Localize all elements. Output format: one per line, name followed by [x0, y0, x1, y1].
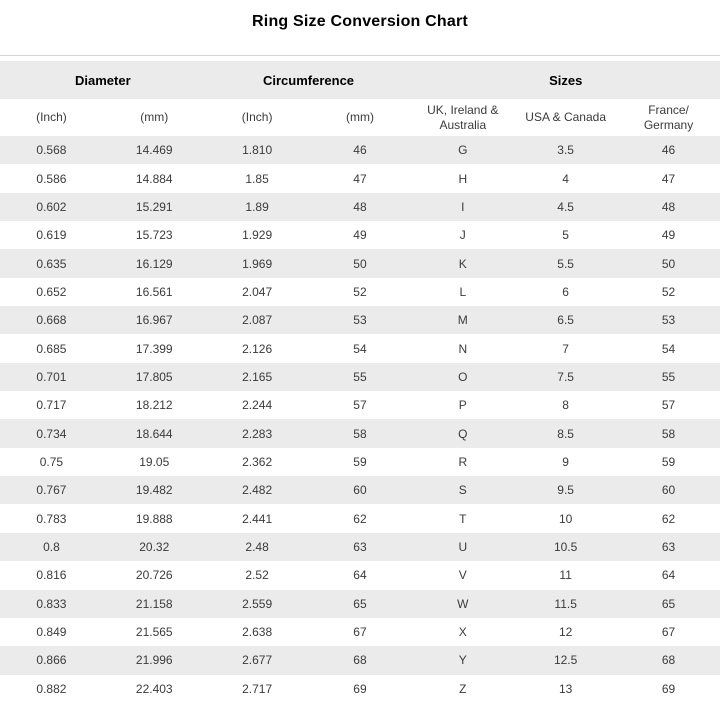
table-cell: 1.810 — [242, 143, 273, 158]
table-row — [0, 646, 720, 674]
table-cell: 2.126 — [242, 341, 273, 356]
table-cell: 59 — [661, 454, 676, 469]
table-row — [0, 136, 720, 164]
table-cell: 6.5 — [557, 313, 574, 328]
table-cell: 46 — [661, 143, 676, 158]
table-cell: 0.717 — [36, 398, 67, 413]
table-cell: 62 — [661, 511, 676, 526]
group-header-circumference: Circumference — [206, 61, 412, 99]
table-cell: 47 — [353, 171, 367, 186]
table-container — [0, 55, 720, 703]
table-cell: 1.969 — [242, 256, 273, 271]
table-cell: 0.816 — [36, 568, 67, 583]
table-cell: U — [458, 539, 468, 554]
table-cell: 21.565 — [135, 625, 173, 640]
table-cell: 64 — [353, 568, 367, 583]
column-header-usa-canada: USA & Canada — [514, 99, 617, 136]
table-cell: 12 — [558, 625, 573, 640]
table-row — [0, 561, 720, 589]
table-cell: N — [458, 341, 468, 356]
table-cell: 0.685 — [36, 341, 67, 356]
table-cell: 0.652 — [36, 284, 67, 299]
table-row — [0, 193, 720, 221]
table-cell: 17.805 — [135, 369, 173, 384]
table-cell: T — [459, 511, 467, 526]
table-cell: 2.165 — [242, 369, 273, 384]
table-cell: 49 — [661, 228, 676, 243]
table-cell: H — [458, 171, 468, 186]
table-cell: 2.047 — [242, 284, 273, 299]
table-row — [0, 590, 720, 618]
table-cell: 2.48 — [245, 539, 269, 554]
table-cell: 16.561 — [135, 284, 173, 299]
table-cell: 67 — [353, 625, 367, 640]
table-cell: P — [458, 398, 467, 413]
table-cell: 1.929 — [242, 228, 273, 243]
table-cell: 69 — [661, 681, 676, 696]
table-cell: S — [458, 483, 467, 498]
table-cell: L — [459, 284, 467, 299]
table-row — [0, 618, 720, 646]
table-cell: 8 — [562, 398, 569, 413]
table-cell: 0.668 — [36, 313, 67, 328]
table-cell: 21.158 — [135, 596, 173, 611]
table-cell: 17.399 — [135, 341, 173, 356]
table-cell: 4.5 — [557, 199, 574, 214]
table-cell: K — [458, 256, 467, 271]
table-cell: 21.996 — [135, 653, 173, 668]
group-header-sizes: Sizes — [411, 61, 720, 99]
table-cell: 20.726 — [135, 568, 173, 583]
table-cell: 60 — [353, 483, 367, 498]
table-row — [0, 476, 720, 504]
table-cell: 2.244 — [242, 398, 273, 413]
table-cell: 22.403 — [135, 681, 173, 696]
column-header-france-germany: France/ Germany — [617, 99, 720, 136]
table-cell: 55 — [661, 369, 676, 384]
table-cell: Y — [458, 653, 467, 668]
table-cell: 16.129 — [135, 256, 173, 271]
table-cell: 58 — [353, 426, 367, 441]
table-cell: 2.677 — [242, 653, 273, 668]
table-cell: 0.75 — [39, 454, 64, 469]
table-cell: 9 — [562, 454, 569, 469]
table-row — [0, 533, 720, 561]
table-cell: 0.568 — [36, 143, 67, 158]
table-cell: 19.482 — [135, 483, 173, 498]
table-cell: 18.644 — [135, 426, 173, 441]
table-cell: 19.05 — [139, 454, 170, 469]
table-cell: 7 — [562, 341, 569, 356]
table-cell: 0.767 — [36, 483, 67, 498]
table-cell: 0.701 — [36, 369, 67, 384]
table-cell: 4 — [562, 171, 569, 186]
table-cell: 20.32 — [139, 539, 170, 554]
table-cell: 0.783 — [36, 511, 67, 526]
table-cell: 19.888 — [135, 511, 173, 526]
table-cell: 68 — [661, 653, 676, 668]
table-cell: 68 — [353, 653, 367, 668]
table-cell: 60 — [661, 483, 676, 498]
table-cell: 14.469 — [135, 143, 173, 158]
table-cell: M — [457, 313, 468, 328]
table-cell: 11.5 — [554, 596, 577, 611]
table-row — [0, 448, 720, 476]
table-cell: 49 — [353, 228, 367, 243]
table-cell: 1.89 — [245, 199, 269, 214]
table-cell: 63 — [353, 539, 367, 554]
table-cell: 0.602 — [36, 199, 67, 214]
table-row — [0, 675, 720, 703]
table-cell: 2.717 — [242, 681, 273, 696]
table-cell: 54 — [353, 341, 367, 356]
table-cell: 57 — [661, 398, 676, 413]
table-cell: 14.884 — [135, 171, 173, 186]
table-cell: 5 — [562, 228, 569, 243]
table-row — [0, 334, 720, 362]
table-body — [0, 136, 720, 703]
table-cell: 6 — [562, 284, 569, 299]
table-cell: 15.291 — [135, 199, 173, 214]
table-cell: 5.5 — [557, 256, 574, 271]
table-cell: 47 — [661, 171, 676, 186]
table-cell: X — [458, 625, 467, 640]
table-cell: 0.734 — [36, 426, 67, 441]
column-header-diameter-mm: (mm) — [103, 99, 206, 136]
table-cell: 52 — [353, 284, 367, 299]
table-cell: 0.833 — [36, 596, 67, 611]
table-cell: 62 — [353, 511, 367, 526]
table-cell: 48 — [661, 199, 676, 214]
table-cell: 3.5 — [557, 143, 574, 158]
table-cell: 2.559 — [242, 596, 273, 611]
table-row — [0, 249, 720, 277]
table-cell: 2.362 — [242, 454, 273, 469]
table-cell: 65 — [661, 596, 676, 611]
table-cell: 12.5 — [553, 653, 578, 668]
table-cell: 0.866 — [36, 653, 67, 668]
table-cell: 2.52 — [245, 568, 269, 583]
table-cell: 46 — [353, 143, 367, 158]
table-cell: R — [458, 454, 468, 469]
table-row — [0, 363, 720, 391]
page-title: Ring Size Conversion Chart — [252, 13, 468, 30]
column-header-circumference-mm: (mm) — [309, 99, 412, 136]
table-cell: 1.85 — [245, 171, 269, 186]
table-cell: 2.441 — [242, 511, 273, 526]
table-cell: 63 — [661, 539, 676, 554]
table-cell: 0.882 — [36, 681, 67, 696]
column-header-diameter-inch: (Inch) — [0, 99, 103, 136]
table-cell: G — [458, 143, 468, 158]
table-cell: 9.5 — [557, 483, 574, 498]
table-cell: 52 — [661, 284, 676, 299]
table-cell: J — [459, 228, 466, 243]
table-row — [0, 278, 720, 306]
table-cell: 64 — [661, 568, 676, 583]
table-cell: 0.619 — [36, 228, 67, 243]
table-cell: 67 — [661, 625, 676, 640]
table-cell: 50 — [353, 256, 367, 271]
table-cell: 8.5 — [557, 426, 574, 441]
table-cell: 2.087 — [242, 313, 273, 328]
table-row — [0, 419, 720, 447]
table-cell: 69 — [353, 681, 367, 696]
table-cell: 53 — [353, 313, 367, 328]
table-cell: 18.212 — [135, 398, 173, 413]
table-cell: 2.638 — [242, 625, 273, 640]
table-cell: 2.482 — [242, 483, 273, 498]
table-cell: 50 — [661, 256, 676, 271]
table-cell: 16.967 — [135, 313, 173, 328]
table-cell: 58 — [661, 426, 676, 441]
table-cell: 65 — [353, 596, 367, 611]
table-cell: 54 — [661, 341, 676, 356]
table-cell: 55 — [353, 369, 367, 384]
column-header-uk-ireland-australia: UK, Ireland & Australia — [411, 99, 514, 136]
table-header — [0, 61, 720, 136]
table-row — [0, 221, 720, 249]
table-cell: 48 — [353, 199, 367, 214]
table-row — [0, 164, 720, 192]
ring-size-conversion-table — [0, 61, 720, 703]
table-cell: 10.5 — [553, 539, 578, 554]
table-cell: 11 — [559, 568, 572, 583]
table-cell: 10 — [558, 511, 573, 526]
table-cell: 13 — [558, 681, 573, 696]
group-header-diameter: Diameter — [0, 61, 206, 99]
table-cell: W — [457, 596, 469, 611]
table-cell: 57 — [353, 398, 367, 413]
table-cell: Q — [458, 426, 468, 441]
table-cell: 59 — [353, 454, 367, 469]
table-cell: 53 — [661, 313, 676, 328]
column-header-row — [0, 99, 720, 136]
table-cell: 15.723 — [135, 228, 173, 243]
column-header-circumference-inch: (Inch) — [206, 99, 309, 136]
table-cell: O — [458, 369, 468, 384]
table-cell: 0.849 — [36, 625, 67, 640]
table-row — [0, 391, 720, 419]
table-row — [0, 504, 720, 532]
table-cell: 0.586 — [36, 171, 67, 186]
table-cell: 7.5 — [557, 369, 574, 384]
table-cell: V — [458, 568, 467, 583]
table-cell: Z — [459, 681, 467, 696]
table-cell: I — [461, 199, 465, 214]
table-cell: 2.283 — [242, 426, 273, 441]
column-group-row — [0, 61, 720, 99]
table-row — [0, 306, 720, 334]
table-cell: 0.8 — [43, 539, 60, 554]
table-cell: 0.635 — [36, 256, 67, 271]
